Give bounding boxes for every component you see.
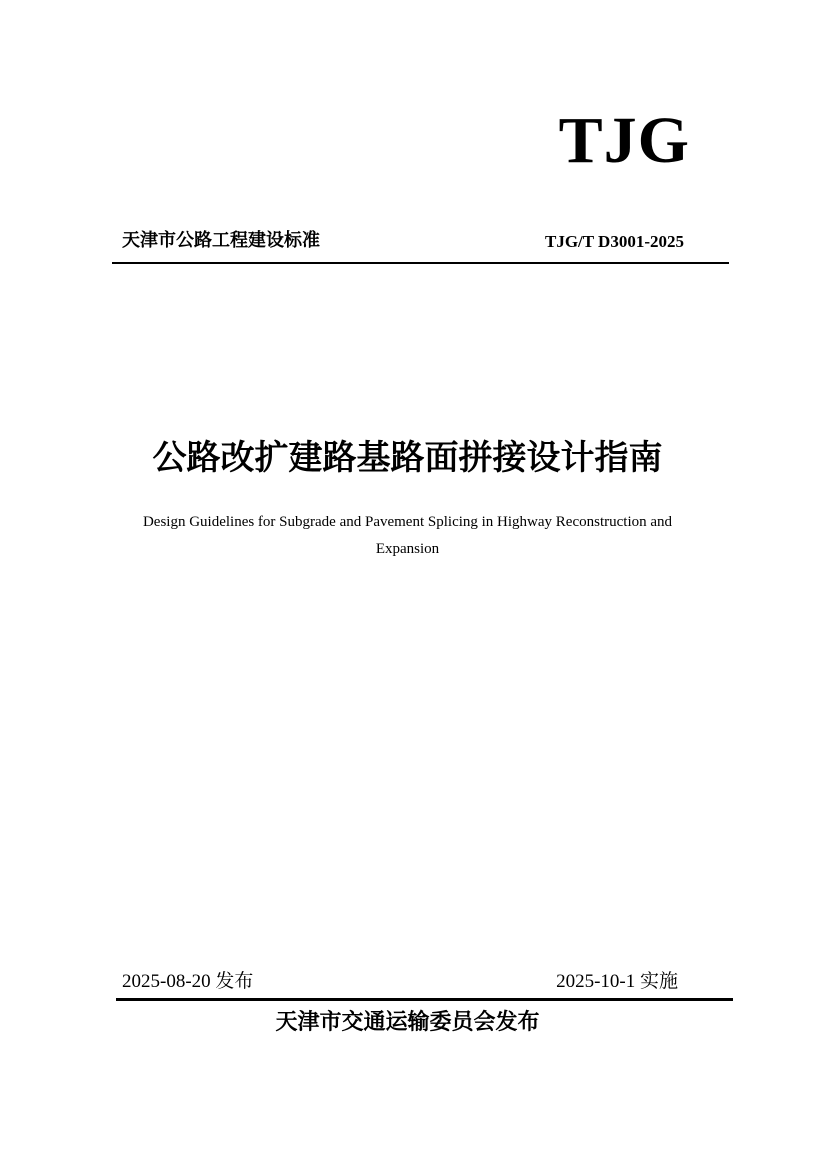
standard-code: TJG/T D3001-2025 xyxy=(544,232,684,251)
publisher: 天津市交通运输委员会发布 xyxy=(275,1009,540,1035)
document-title-chinese: 公路改扩建路基路面拼接设计指南 xyxy=(152,438,663,478)
effective-date: 2025-10-1 实施 xyxy=(556,971,678,992)
footer-divider xyxy=(116,998,733,1001)
standard-mark: TJG xyxy=(558,104,690,177)
header-divider xyxy=(112,262,729,264)
standard-series-label: 天津市公路工程建设标准 xyxy=(122,230,320,251)
document-title-english: Design Guidelines for Subgrade and Pavement Splicing in Highway Reconstruction and Expansion xyxy=(142,514,673,557)
issue-date: 2025-08-20 发布 xyxy=(122,971,254,992)
